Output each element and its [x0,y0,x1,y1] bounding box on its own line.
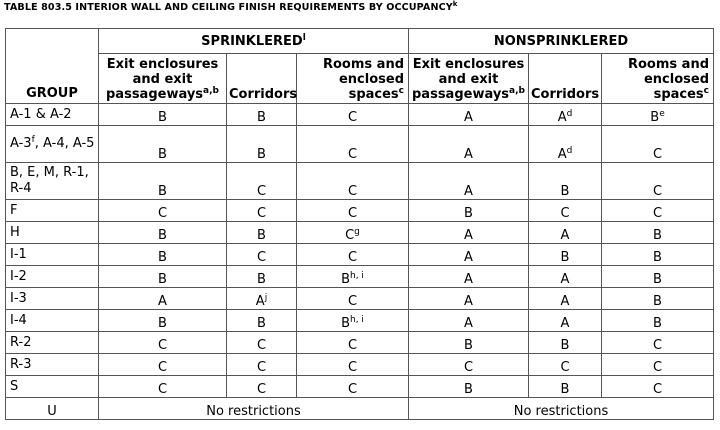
class-cell: B [227,266,297,288]
class-cell: C [297,104,409,126]
class-cell: C [227,200,297,222]
class-cell: B [602,310,714,332]
class-cell: B [99,163,227,200]
class-cell: B [227,126,297,163]
class-cell: $A^d$ [529,126,602,163]
finish-requirements-table [5,28,714,420]
table-row [6,266,714,288]
class-cell: B [99,244,227,266]
group-cell: A-1 & A-2 [6,104,99,126]
sprinklered-column-header: Exit enclosures and exit passageways$^{a,b}$ [99,54,227,104]
class-cell: B [227,104,297,126]
group-cell: R-2 [6,332,99,354]
class-cell: C [602,163,714,200]
class-cell: C [297,163,409,200]
table-row [6,104,714,126]
title-footnote: k [452,0,458,8]
table-row [6,126,714,163]
class-cell: C [297,244,409,266]
table-row [6,200,714,222]
class-cell: C [602,200,714,222]
class-cell: A [409,310,529,332]
table-row [6,244,714,266]
class-cell: B [409,332,529,354]
class-cell: A [409,222,529,244]
class-cell: A [529,288,602,310]
class-cell: B [227,222,297,244]
class-cell: B [529,163,602,200]
table-row [6,222,714,244]
class-cell: $B^e$ [602,104,714,126]
group-cell: I-3 [6,288,99,310]
class-cell: C [297,200,409,222]
class-cell: C [602,332,714,354]
class-cell: B [409,376,529,398]
class-cell: B [529,376,602,398]
table-title: TABLE 803.5 INTERIOR WALL AND CEILING FINISH REQUIREMENTS BY OCCUPANCY$^k$ [4,0,458,13]
table-row [6,288,714,310]
table-row [6,310,714,332]
group-cell: S [6,376,99,398]
sprinklered-column-header: Rooms and enclosed spaces$^c$ [297,54,409,104]
no-restrictions-cell: No restrictions [409,398,714,420]
sprinklered-column-header: Corridors [227,54,297,104]
class-cell: A [409,163,529,200]
nonsprinklered-column-header: Corridors [529,54,602,104]
nonsprinklered-column-header: Exit enclosures and exit passageways$^{a,b}$ [409,54,529,104]
class-cell: C [297,126,409,163]
class-cell: A [409,288,529,310]
group-cell: H [6,222,99,244]
class-cell: A [529,310,602,332]
class-cell: A [409,126,529,163]
class-cell: A [409,266,529,288]
class-cell: B$^{h, i}$ [297,266,409,288]
class-cell: B [99,310,227,332]
class-cell: C [529,200,602,222]
table-row [6,376,714,398]
class-cell: C [529,354,602,376]
group-cell: I-4 [6,310,99,332]
nonsprinklered-header: NONSPRINKLERED [409,29,714,54]
class-cell: C [227,244,297,266]
class-cell: C [297,332,409,354]
class-cell: $A^d$ [529,104,602,126]
no-restrictions-cell: No restrictions [99,398,409,420]
class-cell: B [99,126,227,163]
class-cell: A [409,244,529,266]
group-cell: U [6,398,99,420]
table-row [6,354,714,376]
class-cell: C [409,354,529,376]
class-cell: A [409,104,529,126]
nonsprinklered-column-header: Rooms and enclosed spaces$^c$ [602,54,714,104]
group-cell: I-1 [6,244,99,266]
class-cell: B [602,222,714,244]
class-cell: A [529,222,602,244]
class-cell: B [602,266,714,288]
table-row [6,332,714,354]
class-cell: B [99,104,227,126]
class-cell: C [297,288,409,310]
class-cell: B [529,332,602,354]
group-cell: I-2 [6,266,99,288]
class-cell: C [602,126,714,163]
sprinklered-header: SPRINKLERED$^l$ [99,29,409,54]
group-cell: R-3 [6,354,99,376]
class-cell: B [99,222,227,244]
class-cell: A [529,266,602,288]
class-cell: C [99,376,227,398]
class-cell: C [99,354,227,376]
class-cell: C [297,354,409,376]
class-cell: C [227,354,297,376]
class-cell: B [602,244,714,266]
class-cell: $A^j$ [227,288,297,310]
class-cell: A [99,288,227,310]
class-cell: B [409,200,529,222]
class-cell: C [227,376,297,398]
class-cell: B [99,266,227,288]
class-cell: B [602,288,714,310]
group-cell: F [6,200,99,222]
class-cell: B [529,244,602,266]
class-cell: C [227,163,297,200]
class-cell: C [227,332,297,354]
group-cell: B, E, M, R-1, R-4 [6,163,99,200]
table-row [6,163,714,200]
class-cell: C [99,200,227,222]
class-cell: B [227,310,297,332]
class-cell: $C^g$ [297,222,409,244]
class-cell: C [602,354,714,376]
group-cell: A-3$^f$, A-4, A-5 [6,126,99,163]
class-cell: C [602,376,714,398]
table-row [6,398,714,420]
class-cell: C [99,332,227,354]
class-cell: C [297,376,409,398]
group-header: GROUP [6,29,99,104]
class-cell: B$^{h, i}$ [297,310,409,332]
